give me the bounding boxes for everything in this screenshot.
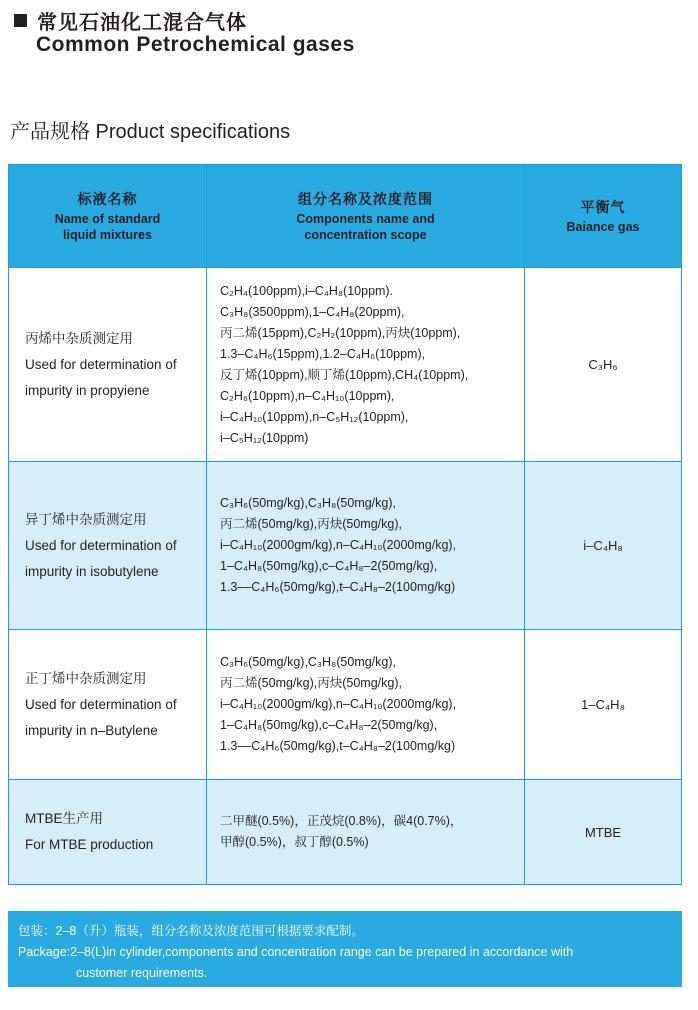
row-name-cn: MTBE生产用 [25, 811, 104, 826]
component-line: i–C₄H₁₀(10ppm),n–C₅H₁₂(10ppm), [220, 409, 409, 424]
component-line: 丙二烯(50mg/kg),丙炔(50mg/kg), [220, 517, 402, 531]
component-line: C₃H₈(3500ppm),1–C₄H₈(20ppm), [220, 304, 405, 319]
component-line: 1–C₄H₈(50mg/kg),c–C₄H₈–2(50mg/kg), [220, 718, 438, 732]
row-name-cell [9, 780, 207, 884]
package-note-cn: 包装：2–8（升）瓶装，组分名称及浓度范围可根据要求配制。 [18, 924, 364, 938]
header-col-balance-en-1: Baiance gas [566, 220, 640, 234]
header-col-name-en-2: liquid mixtures [63, 228, 152, 242]
title-cn-text: 常见石油化工混合气体 [37, 12, 247, 34]
table-header-row [9, 165, 681, 267]
table-row [9, 779, 681, 884]
row-name-cn: 正丁烯中杂质测定用 [25, 670, 147, 686]
component-line: 甲醇(0.5%)，叔丁醇(0.5%) [220, 835, 369, 849]
page-title-en: Common Petrochemical gases [36, 33, 355, 56]
component-line: i–C₄H₁₀(2000gm/kg),n–C₄H₁₀(2000mg/kg), [220, 538, 457, 552]
table-row [9, 461, 681, 629]
row-name-cell [9, 268, 207, 461]
row-name-en-2: impurity in n–Butylene [25, 722, 158, 738]
row-name-cell [9, 462, 207, 629]
package-note-en-1: Package:2–8(L)in cylinder,components and concentration range can be prepared in accordance with [18, 945, 574, 959]
row-balance-cell: C₃H₆ [588, 357, 618, 372]
row-balance-cell: MTBE [584, 824, 622, 840]
header-col-components-en-1: Components name and [296, 212, 435, 226]
row-name-en-1: Used for determination of [25, 696, 177, 712]
component-line: 1–C₄H₈(50mg/kg),c–C₄H₈–2(50mg/kg), [220, 559, 438, 573]
component-line: C₃H₆(50mg/kg),C₃H₈(50mg/kg), [220, 655, 396, 669]
component-line: 1.3–C₄H₆(15ppm),1.2–C₄H₆(10ppm), [220, 346, 426, 361]
package-note-en-2: customer requirements. [76, 966, 208, 980]
row-name-en-1: Used for determination of [25, 537, 177, 553]
row-name-cn: 丙烯中杂质测定用 [25, 330, 133, 346]
table-row [9, 629, 681, 779]
header-col-balance [525, 165, 681, 267]
component-line: 丙二烯(15ppm),C₂H₂(10ppm),丙炔(10ppm), [220, 325, 461, 340]
component-line: i–C₄H₁₀(2000gm/kg),n–C₄H₁₀(2000mg/kg), [220, 697, 457, 711]
header-col-components-en-2: concentration scope [304, 228, 427, 242]
header-col-name-en-1: Name of standard [54, 212, 161, 226]
row-name-cell [9, 630, 207, 779]
header-col-components-cn: 组分名称及浓度范围 [298, 191, 433, 207]
row-components-cell [207, 462, 525, 629]
row-name-en-1: Used for determination of [25, 356, 177, 372]
component-line: 1.3––C₄H₆(50mg/kg),t–C₄H₈–2(100mg/kg) [220, 739, 456, 753]
header-col-balance-cn: 平衡气 [580, 199, 626, 215]
package-note [8, 911, 682, 987]
row-name-en-2: impurity in propyiene [25, 382, 150, 398]
row-components-cell [207, 780, 525, 884]
component-line: C₂H₆(10ppm),n–C₄H₁₀(10ppm), [220, 388, 395, 403]
header-col-components [207, 165, 525, 267]
table-row [9, 267, 681, 461]
row-components-cell [207, 268, 525, 461]
row-name-en-2: impurity in isobutylene [25, 563, 159, 579]
page-title-cn [14, 6, 247, 35]
spec-heading: 产品规格 Product specifications [10, 121, 291, 143]
component-line: i–C₅H₁₂(10ppm) [220, 430, 309, 445]
row-components-cell [207, 630, 525, 779]
header-col-name [9, 165, 207, 267]
component-line: C₂H₄(100ppm),i–C₄H₈(10ppm). [220, 283, 394, 298]
component-line: 二甲醚(0.5%)，正茂烷(0.8%)，碳4(0.7%)， [220, 814, 463, 828]
header-col-name-cn: 标液名称 [77, 191, 138, 207]
component-line: C₃H₆(50mg/kg),C₃H₈(50mg/kg), [220, 496, 396, 510]
spec-table [8, 164, 682, 885]
row-balance-cell: 1–C₄H₈ [581, 697, 625, 712]
row-name-en-1: For MTBE production [25, 837, 154, 852]
component-line: 反丁烯(10ppm),顺丁烯(10ppm),CH₄(10ppm), [220, 367, 469, 382]
row-name-cn: 异丁烯中杂质测定用 [25, 511, 147, 527]
row-balance-cell: i–C₄H₈ [583, 538, 623, 553]
component-line: 1.3––C₄H₆(50mg/kg),t–C₄H₈–2(100mg/kg) [220, 580, 456, 594]
component-line: 丙二烯(50mg/kg),丙炔(50mg/kg), [220, 676, 402, 690]
square-bullet-icon [14, 14, 27, 27]
